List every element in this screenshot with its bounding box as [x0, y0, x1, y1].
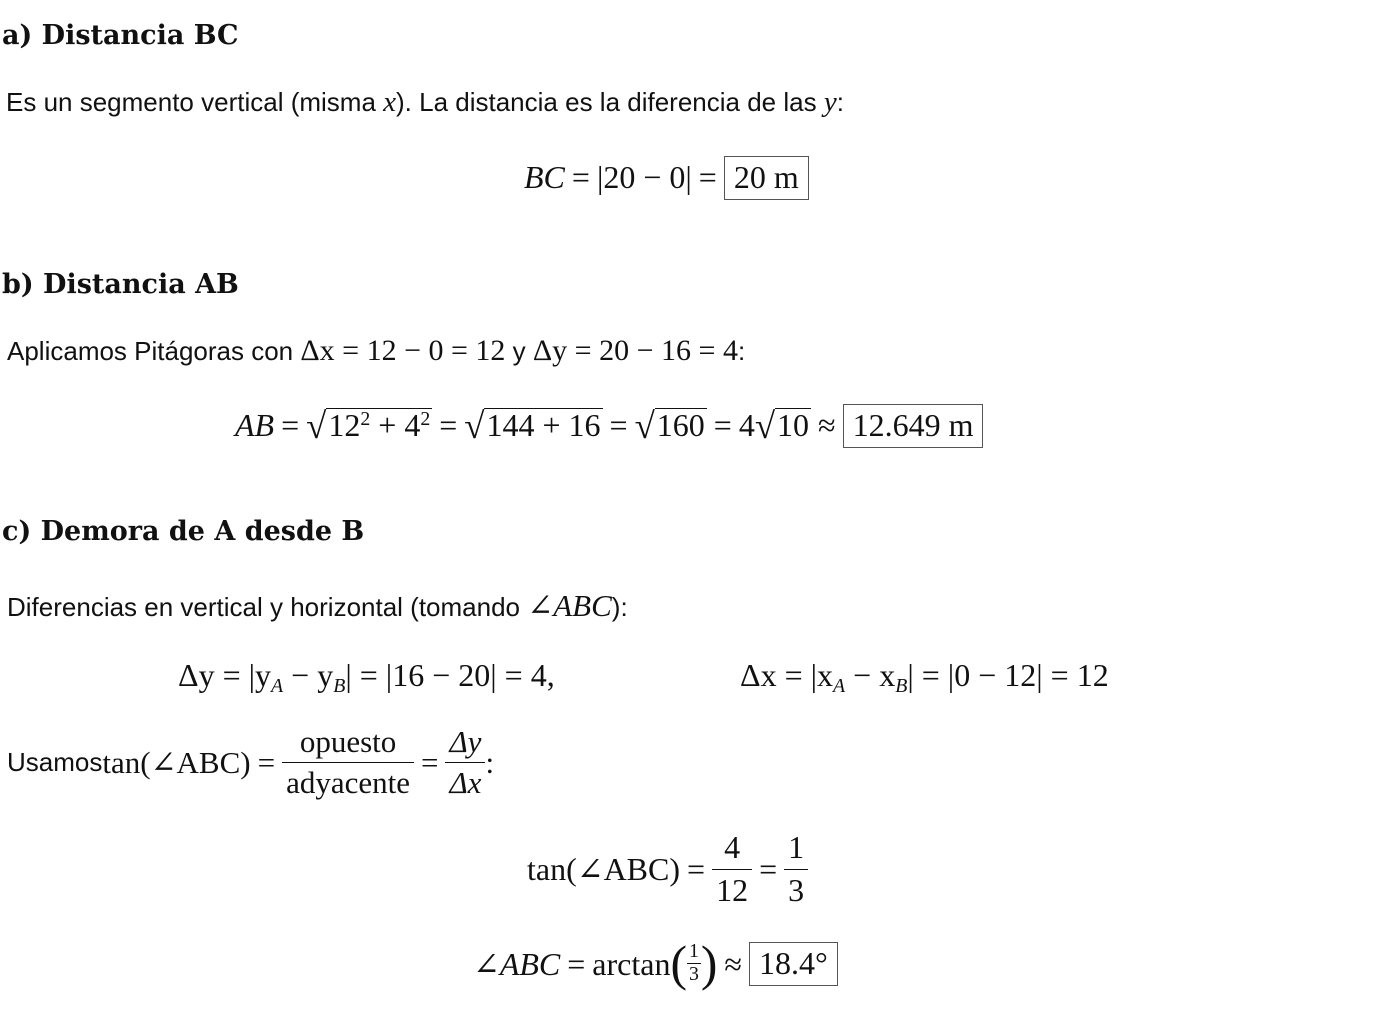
dy-lhs: Δy = |y — [178, 657, 272, 693]
text-segment: Aplicamos Pitágoras con — [7, 336, 301, 366]
subscript-a: A — [833, 674, 846, 697]
angle-abc: ∠ABC — [473, 945, 561, 982]
math-dx-expression: Δx = 12 − 0 = 12 — [300, 334, 506, 367]
subscript-a: A — [271, 674, 284, 697]
text-segment: ): — [611, 592, 628, 622]
usamos-line — [7, 722, 494, 804]
fraction-1-3 — [784, 827, 808, 911]
fraction-opuesto-adyacente — [282, 722, 414, 804]
arctan-function: arctan — [592, 945, 671, 982]
denominator: 3 — [688, 963, 699, 986]
text-segment: : — [836, 87, 844, 117]
eq-equals: = — [698, 159, 717, 195]
eq-lhs-ab: AB — [235, 407, 275, 443]
equation-arctan — [473, 934, 838, 994]
math-angle-abc: ∠ABC — [527, 588, 612, 623]
equation-ab — [235, 404, 983, 448]
approx-sign: ≈ — [818, 407, 836, 443]
eq-equals: = — [281, 407, 300, 443]
operator: + — [370, 407, 405, 443]
sqrt-sign-icon: √ — [306, 405, 327, 447]
dy-rhs: | = |16 − 20| = 4, — [345, 657, 555, 693]
text-segment: Es un segmento vertical (misma — [6, 87, 384, 117]
fraction-4-12 — [712, 827, 752, 911]
eq-equals: = — [439, 407, 458, 443]
math-variable-x: x — [383, 86, 397, 118]
radicand: 160 — [656, 407, 705, 443]
text-segment: ). La distancia es la diferencia de las — [396, 87, 824, 117]
text-segment: : — [737, 336, 746, 366]
numerator: 1 — [688, 940, 699, 963]
numerator: opuesto — [282, 722, 414, 763]
result-box-bc: 20 m — [724, 156, 809, 200]
numerator: Δy — [445, 722, 485, 763]
equation-bc — [524, 156, 809, 200]
minus-term: − y — [283, 657, 334, 693]
denominator: 3 — [788, 871, 805, 908]
eq-equals: = — [687, 850, 706, 887]
right-paren-icon: ) — [700, 936, 718, 991]
paragraph-differences — [7, 587, 628, 624]
dx-rhs: | = |0 − 12| = 12 — [907, 657, 1109, 693]
eq-equals: = — [257, 745, 276, 781]
eq-equals: = — [567, 945, 586, 982]
text-segment: y — [505, 336, 533, 366]
text-segment: Diferencias en vertical y horizontal (tomando — [7, 592, 528, 622]
result-box-ab: 12.649 m — [843, 404, 984, 448]
equation-dy — [178, 656, 555, 699]
denominator: adyacente — [286, 765, 410, 801]
result-box-angle: 18.4° — [749, 942, 838, 986]
equation-tan — [527, 827, 808, 911]
denominator: Δx — [449, 765, 482, 801]
sqrt-sign-icon: √ — [634, 405, 655, 447]
left-paren-icon: ( — [670, 936, 687, 991]
heading-demora: c) Demora de A desde B — [2, 516, 365, 547]
subscript-b: B — [895, 674, 908, 697]
fraction-dy-dx — [445, 722, 485, 804]
heading-distancia-ab: b) Distancia AB — [2, 269, 239, 300]
math-variable-y: y — [823, 86, 837, 118]
text-usamos: Usamos — [7, 747, 103, 778]
heading-distancia-bc: a) Distancia BC — [2, 20, 239, 51]
sqrt-sign-icon: √ — [464, 405, 485, 447]
tan-lhs: tan(∠ABC) — [527, 850, 681, 887]
eq-equals: = — [571, 159, 590, 195]
equation-dx — [740, 656, 1109, 699]
minus-term: − x — [845, 657, 896, 693]
sqrt-expression-1 — [306, 404, 432, 448]
math-dy-expression: Δy = 20 − 16 = 4 — [532, 334, 738, 367]
subscript-b: B — [333, 674, 346, 697]
colon: : — [485, 745, 495, 781]
sqrt-expression-4 — [755, 404, 811, 448]
tan-lhs: tan(∠ABC) — [102, 745, 251, 781]
exponent: 2 — [360, 408, 371, 431]
sqrt-sign-icon: √ — [754, 405, 776, 447]
exponent: 2 — [420, 408, 431, 431]
eq-equals: = — [421, 745, 439, 781]
dx-lhs: Δx = |x — [740, 657, 834, 693]
eq-equals: = — [609, 407, 628, 443]
denominator: 12 — [716, 871, 749, 908]
eq-abs-value: |20 − 0| — [596, 159, 692, 195]
fraction-1-3-small — [687, 941, 701, 986]
numerator: 4 — [712, 827, 752, 870]
coefficient: 4 — [738, 407, 755, 443]
term: 4 — [404, 407, 421, 443]
paragraph-bc-explanation — [6, 85, 844, 120]
term: 12 — [328, 407, 361, 443]
radicand: 10 — [777, 407, 810, 443]
approx-sign: ≈ — [724, 945, 742, 982]
radicand: 144 + 16 — [486, 407, 601, 443]
eq-lhs-bc: BC — [524, 159, 565, 195]
sqrt-expression-2 — [464, 404, 602, 448]
eq-equals: = — [759, 850, 778, 887]
eq-equals: = — [713, 407, 732, 443]
numerator: 1 — [784, 827, 808, 870]
sqrt-expression-3 — [635, 404, 707, 448]
paragraph-ab-explanation — [7, 333, 745, 369]
